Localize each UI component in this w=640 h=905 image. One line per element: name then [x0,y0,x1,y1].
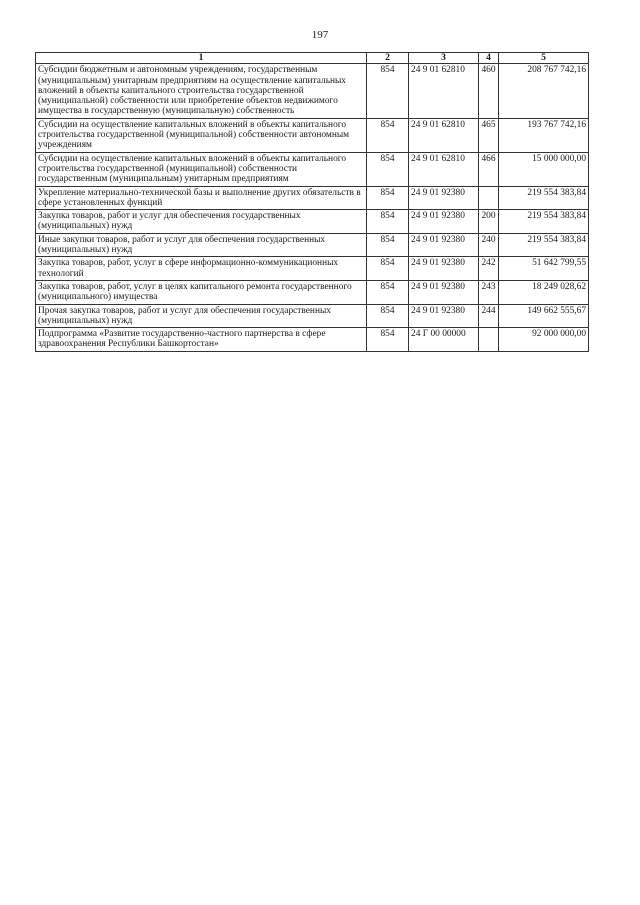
row-type: 465 [479,118,499,152]
row-code: 854 [367,118,409,152]
row-type: 240 [479,233,499,257]
header-col-4: 4 [479,53,499,64]
row-name: Закупка товаров, работ и услуг для обеспечения государственных (муниципальных) нужд [36,210,367,234]
table-row [36,186,589,210]
row-code: 854 [367,210,409,234]
row-type: 460 [479,64,499,118]
row-target: 24 9 01 92380 [409,186,479,210]
row-type: 243 [479,280,499,304]
row-name: Субсидии на осуществление капитальных вложений в объекты капитального строительства государственной (муниципальной) собственности автономным учреждениям [36,118,367,152]
row-target: 24 9 01 62810 [409,118,479,152]
row-code: 854 [367,328,409,352]
row-code: 854 [367,152,409,186]
table-header [36,53,589,64]
row-target: 24 9 01 92380 [409,257,479,281]
header-col-2: 2 [367,53,409,64]
table-row [36,210,589,234]
row-code: 854 [367,257,409,281]
row-amount: 149 662 555,67 [499,304,589,328]
table-row [36,304,589,328]
row-code: 854 [367,280,409,304]
row-code: 854 [367,304,409,328]
row-amount: 219 554 383,84 [499,186,589,210]
row-target: 24 Г 00 00000 [409,328,479,352]
header-col-3: 3 [409,53,479,64]
row-target: 24 9 01 62810 [409,152,479,186]
row-type [479,186,499,210]
row-type: 244 [479,304,499,328]
table-row [36,118,589,152]
row-name: Закупка товаров, работ, услуг в сфере информационно-коммуникационных технологий [36,257,367,281]
row-target: 24 9 01 92380 [409,210,479,234]
row-name: Подпрограмма «Развитие государственно-частного партнерства в сфере здравоохранения Республики Башкортостан» [36,328,367,352]
row-type: 242 [479,257,499,281]
row-code: 854 [367,186,409,210]
table-body [36,64,589,351]
page-number: 197 [311,29,329,41]
table-row [36,257,589,281]
row-code: 854 [367,64,409,118]
row-amount: 219 554 383,84 [499,233,589,257]
row-code: 854 [367,233,409,257]
row-amount: 193 767 742,16 [499,118,589,152]
row-target: 24 9 01 62810 [409,64,479,118]
row-amount: 92 000 000,00 [499,328,589,352]
budget-table [35,52,589,352]
table-row [36,233,589,257]
row-type: 466 [479,152,499,186]
row-name: Закупка товаров, работ, услуг в целях капитального ремонта государственного (муниципального) имущества [36,280,367,304]
row-name: Субсидии на осуществление капитальных вложений в объекты капитального строительства государственной (муниципальной) собственности государственным (муниципальным) унитарным предприятиям [36,152,367,186]
table-row [36,328,589,352]
row-amount: 18 249 028,62 [499,280,589,304]
row-type [479,328,499,352]
row-amount: 208 767 742,16 [499,64,589,118]
header-col-5: 5 [499,53,589,64]
row-name: Прочая закупка товаров, работ и услуг для обеспечения государственных (муниципальных) нужд [36,304,367,328]
row-target: 24 9 01 92380 [409,280,479,304]
row-amount: 51 642 799,55 [499,257,589,281]
row-name: Иные закупки товаров, работ и услуг для обеспечения государственных (муниципальных) нужд [36,233,367,257]
row-amount: 15 000 000,00 [499,152,589,186]
table-row [36,152,589,186]
table-row [36,64,589,118]
row-type: 200 [479,210,499,234]
row-name: Укрепление материально-технической базы и выполнение других обязательств в сфере установленных функций [36,186,367,210]
table-row [36,280,589,304]
row-target: 24 9 01 92380 [409,233,479,257]
row-target: 24 9 01 92380 [409,304,479,328]
row-amount: 219 554 383,84 [499,210,589,234]
header-col-1: 1 [36,53,367,64]
row-name: Субсидии бюджетным и автономным учреждениям, государственным (муниципальным) унитарным предприятиям на осуществление капитальных вложений в объекты капитального строительства государственной (муниципальной) собственности или приобретение объектов недвижимого имущества в государственную (муниципальную) собственность [36,64,367,118]
